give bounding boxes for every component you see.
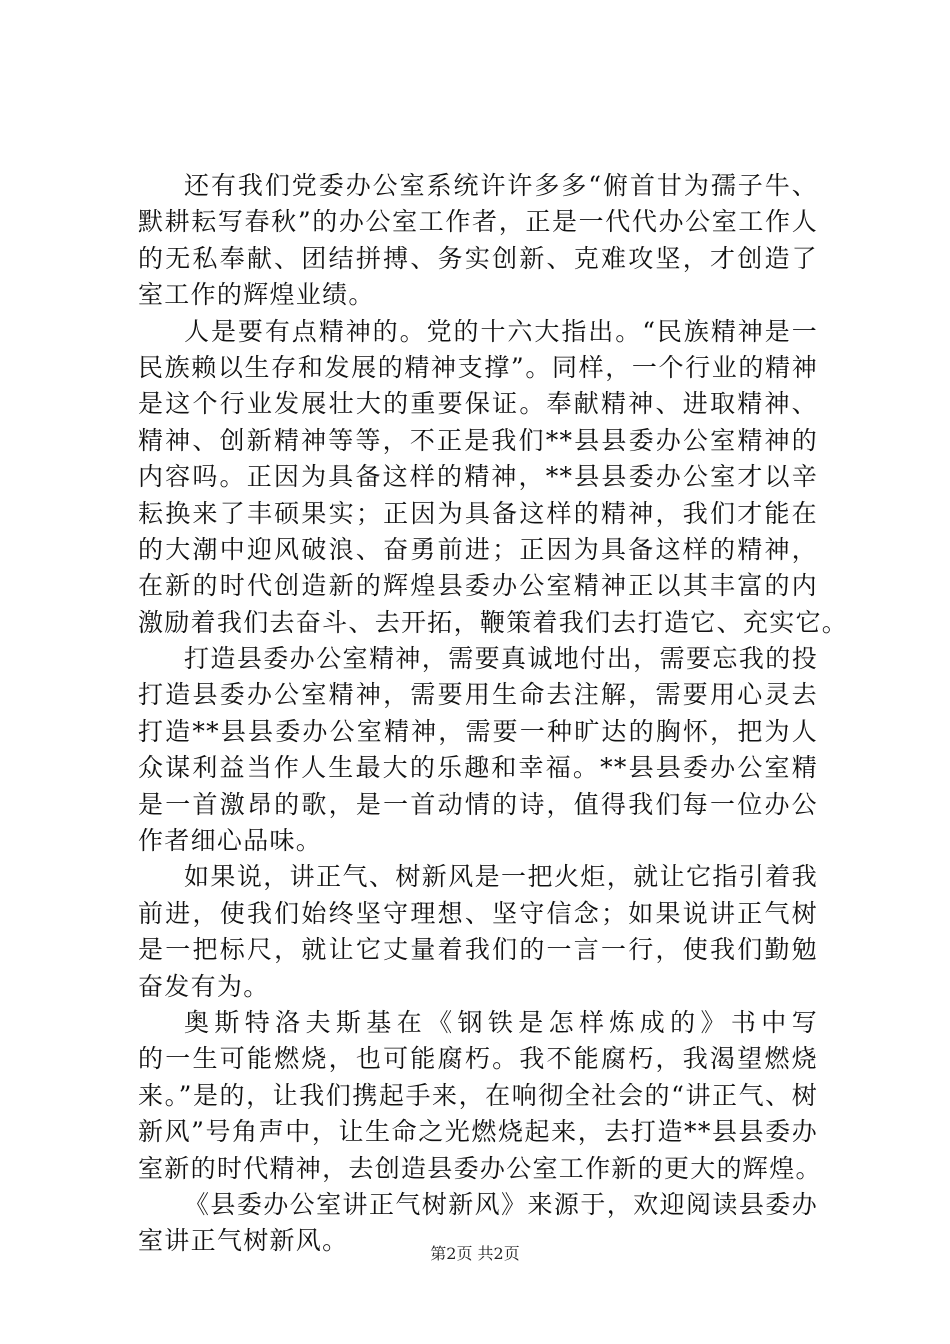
text-line: 室新的时代精神，去创造县委办公室工作新的更大的辉煌。 bbox=[138, 1153, 822, 1183]
text-line: 是一首激昂的歌，是一首动情的诗，值得我们每一位办公 bbox=[138, 789, 818, 819]
text-line: 打造县委办公室精神，需要真诚地付出，需要忘我的投 bbox=[184, 644, 818, 674]
text-line: 室讲正气树新风。 bbox=[138, 1226, 349, 1256]
text-line: 在新的时代创造新的辉煌县委办公室精神正以其丰富的内 bbox=[138, 571, 818, 601]
text-line: 民族赖以生存和发展的精神支撑”。同样，一个行业的精神 bbox=[138, 352, 818, 382]
text-line: 新风”号角声中，让生命之光燃烧起来，去打造**县县委办 bbox=[138, 1117, 818, 1147]
text-line: 奋发有为。 bbox=[138, 971, 270, 1001]
text-line: 众谋利益当作人生最大的乐趣和幸福。**县县委办公室精 bbox=[138, 753, 818, 783]
text-line: 精神、创新精神等等，不正是我们**县县委办公室精神的 bbox=[138, 425, 818, 455]
text-line: 的无私奉献、团结拼搏、务实创新、克难攻坚，才创造了 bbox=[138, 243, 818, 273]
text-line: 如果说，讲正气、树新风是一把火炬，就让它指引着我 bbox=[184, 862, 818, 892]
text-line: 室工作的辉煌业绩。 bbox=[138, 280, 375, 310]
text-line: 耘换来了丰硕果实；正因为具备这样的精神，我们才能在 bbox=[138, 498, 818, 528]
page-footer: 第2页 共2页 bbox=[430, 1244, 520, 1263]
text-line: 奥斯特洛夫斯基在《钢铁是怎样炼成的》书中写 bbox=[184, 1007, 818, 1037]
document-body bbox=[138, 168, 849, 1260]
text-line: 还有我们党委办公室系统许许多多“俯首甘为孺子牛、 bbox=[184, 171, 818, 200]
text-line: 人是要有点精神的。党的十六大指出。“民族精神是一 bbox=[184, 316, 818, 346]
text-line: 是这个行业发展壮大的重要保证。奉献精神、进取精神、 bbox=[138, 389, 818, 419]
text-line: 的一生可能燃烧，也可能腐朽。我不能腐朽，我渴望燃烧 bbox=[138, 1044, 818, 1074]
text-line: 内容吗。正因为具备这样的精神，**县县委办公室才以辛 bbox=[138, 462, 818, 492]
text-line: 的大潮中迎风破浪、奋勇前进；正因为具备这样的精神， bbox=[138, 534, 818, 564]
text-line: 来。”是的，让我们携起手来，在响彻全社会的“讲正气、树 bbox=[138, 1080, 818, 1110]
text-line: 前进，使我们始终坚守理想、坚守信念；如果说讲正气树 bbox=[138, 898, 818, 928]
text-line: 是一把标尺，就让它丈量着我们的一言一行，使我们勤勉 bbox=[138, 935, 818, 965]
text-line: 作者细心品味。 bbox=[138, 826, 323, 856]
text-line: 默耕耘写春秋”的办公室工作者，正是一代代办公室工作人 bbox=[138, 207, 818, 237]
text-line: 激励着我们去奋斗、去开拓，鞭策着我们去打造它、充实它。 bbox=[138, 607, 849, 637]
text-line: 打造县委办公室精神，需要用生命去注解，需要用心灵去 bbox=[138, 680, 818, 710]
text-line: 打造**县县委办公室精神，需要一种旷达的胸怀，把为人 bbox=[138, 716, 818, 746]
text-line: 《县委办公室讲正气树新风》来源于，欢迎阅读县委办 bbox=[184, 1189, 818, 1219]
